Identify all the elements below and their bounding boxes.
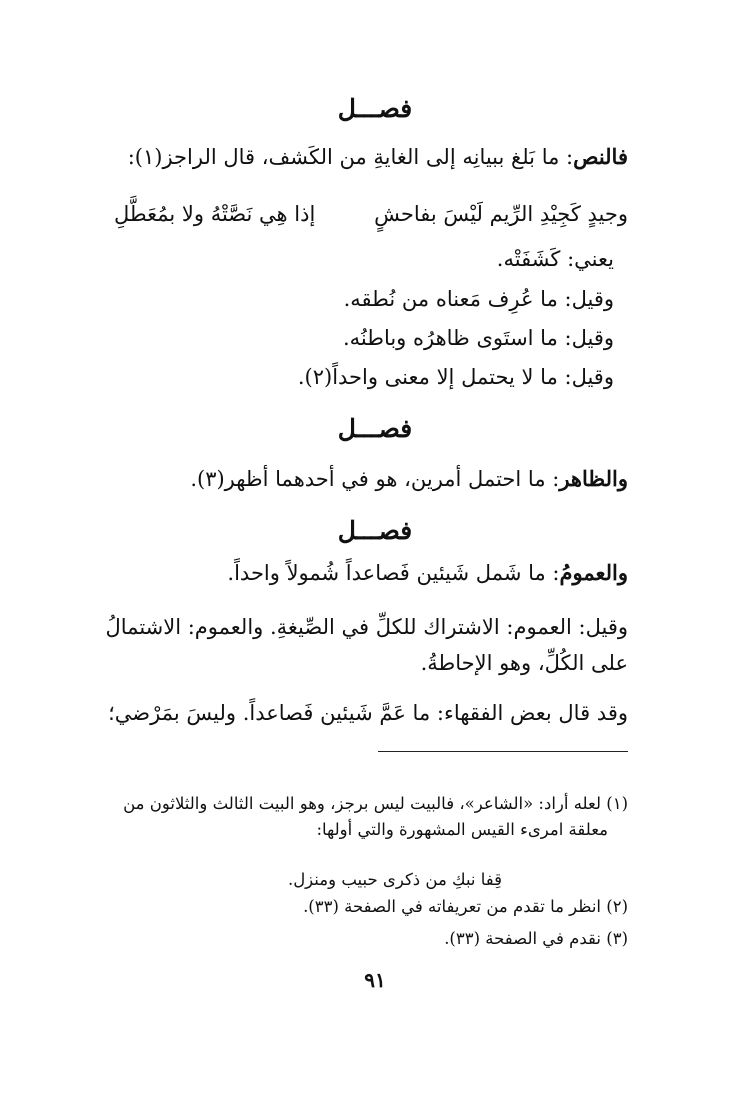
section-heading-1: فصـــل [337, 94, 413, 123]
umum-definition-text: : ما شَمل شَيئين فَصاعداً شُمولاً واحداً. [227, 561, 560, 585]
zahir-definition-text: : ما احتمل أمرين، هو في أحدهما أظهر(٣). [190, 467, 560, 491]
footnote-2: (٢) انظر ما تقدم من تعريفاته في الصفحة (٣٣). [303, 897, 628, 916]
zahir-definition [110, 462, 628, 496]
qil-line-1: وقيل: ما عُرِف مَعناه من نُطقه. [343, 287, 614, 311]
qil-line-3: وقيل: ما لا يحتمل إلا معنى واحداً(٢). [297, 365, 614, 389]
verse-second-hemistich: إذا هِي نَصَّتْهُ ولا بمُعَطَّلِ [114, 202, 316, 226]
nass-definition-text: : ما بَلغ ببيانِه إلى الغايةِ من الكَشف، قال الراجز(١): [127, 145, 574, 169]
umum-paragraph-line-2: على الكُلِّ، وهو الإحاطةُ. [420, 651, 628, 675]
term-nass: فالنص [573, 144, 628, 169]
umum-definition [110, 556, 628, 590]
nass-definition [110, 140, 628, 174]
page-number: ٩١ [364, 968, 386, 992]
yani-line: يعني: كَشَفَتْه. [496, 247, 614, 271]
footnote-1-line-2: معلقة امرىء القيس المشهورة والتي أولها: [316, 820, 608, 839]
footnote-1-line-1: (١) لعله أراد: «الشاعر»، فالبيت ليس برجز، وهو البيت الثالث والثلاثون من [123, 794, 628, 813]
footnote-1-verse: قِفا نبكِ من ذكرى حبيب ومنزل. [287, 870, 503, 889]
qil-line-2: وقيل: ما استَوى ظاهرُه وباطنُه. [342, 326, 614, 350]
section-heading-2: فصـــل [337, 414, 413, 443]
poetry-verse [114, 196, 628, 232]
umum-paragraph-line-1: وقيل: العموم: الاشتراك للكلِّ في الصِّيغةِ. والعموم: الاشتمالُ [105, 615, 628, 639]
footnote-separator [378, 751, 628, 752]
section-heading-3: فصـــل [337, 516, 413, 545]
term-umum: والعمومُ [559, 560, 628, 585]
footnote-3: (٣) نقدم في الصفحة (٣٣). [444, 929, 628, 948]
umum-paragraph-3: وقد قال بعض الفقهاء: ما عَمَّ شَيئين فَصاعداً. وليسَ بمَرْضي؛ [108, 701, 628, 725]
term-zahir: والظاهر [559, 466, 628, 491]
verse-first-hemistich: وجيدٍ كَجِيْدِ الرِّيم لَيْسَ بفاحشٍ [374, 202, 628, 226]
